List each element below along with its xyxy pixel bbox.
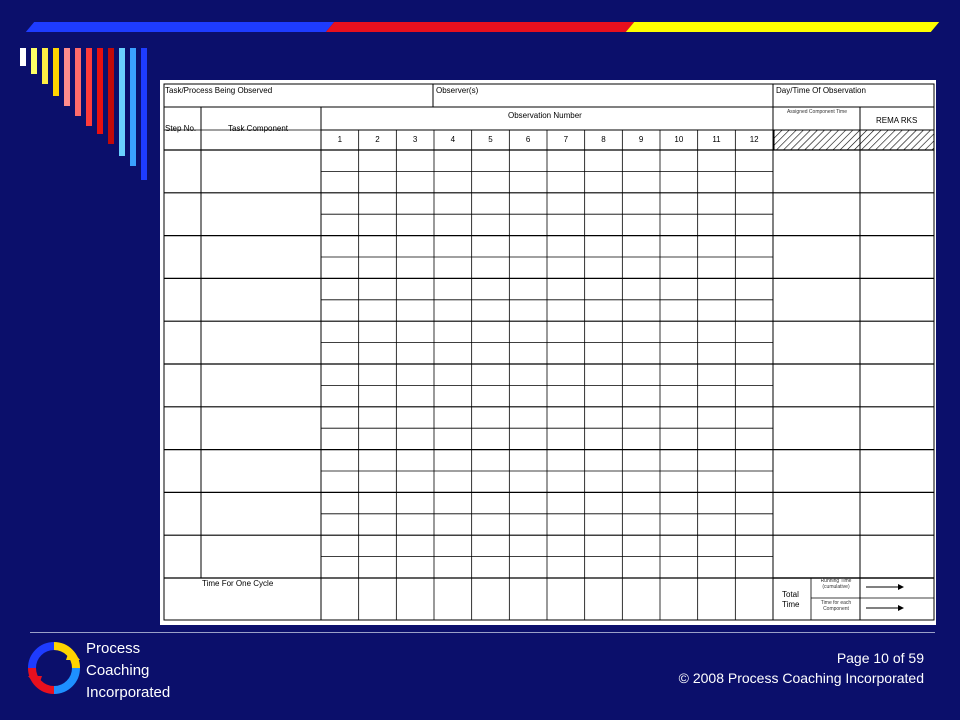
observation-number: 11 <box>712 135 721 144</box>
observer-label: Observer(s) <box>436 86 479 95</box>
day-time-label: Day/Time Of Observation <box>776 86 866 95</box>
observation-number: 12 <box>749 135 759 144</box>
sheet-border <box>164 84 934 620</box>
observation-sheet <box>160 80 936 625</box>
header-stripe-blue <box>26 22 334 32</box>
observation-number: 4 <box>450 135 456 144</box>
observation-number: 5 <box>488 135 493 144</box>
time-each-label: Time for each Component <box>820 600 852 612</box>
observation-number: 6 <box>525 135 531 144</box>
observation-number: 7 <box>563 135 569 144</box>
task-component-label: Task Component <box>228 124 289 133</box>
company-name <box>86 638 170 704</box>
cycle-label: Time For One Cycle <box>202 579 274 588</box>
page-info <box>679 648 924 688</box>
page-number: Page 10 of 59 <box>836 650 924 666</box>
observation-number: 8 <box>601 135 606 144</box>
observation-number: 1 <box>337 135 343 144</box>
process-cycle-logo-icon <box>26 640 82 696</box>
running-time-label: Running Time (cumulative) <box>820 578 852 590</box>
observation-number: 10 <box>674 135 684 144</box>
observation-number: 2 <box>375 135 380 144</box>
observation-grid <box>160 80 936 625</box>
assigned-time-label: Assigned Component Time <box>786 109 848 115</box>
observation-number-label: Observation Number <box>508 111 582 120</box>
company-line: Process <box>86 640 141 657</box>
company-line: Incorporated <box>86 684 171 701</box>
hatched-cell <box>774 130 860 150</box>
copyright: © 2008 Process Coaching Incorporated <box>678 670 924 686</box>
arrow-icon <box>898 584 904 590</box>
observation-number: 9 <box>638 135 644 144</box>
footer-divider <box>30 632 935 633</box>
company-line: Coaching <box>86 662 150 679</box>
total-time-label: Total Time <box>782 590 800 609</box>
task-label: Task/Process Being Observed <box>165 86 273 95</box>
header-stripe-red <box>326 22 634 32</box>
arrow-icon <box>898 605 904 611</box>
hatched-cell <box>860 130 934 150</box>
remarks-label: REMA RKS <box>876 116 918 125</box>
header-stripe-yellow <box>626 22 939 32</box>
step-no-label: Step No. <box>165 124 197 133</box>
observation-number: 3 <box>412 135 418 144</box>
